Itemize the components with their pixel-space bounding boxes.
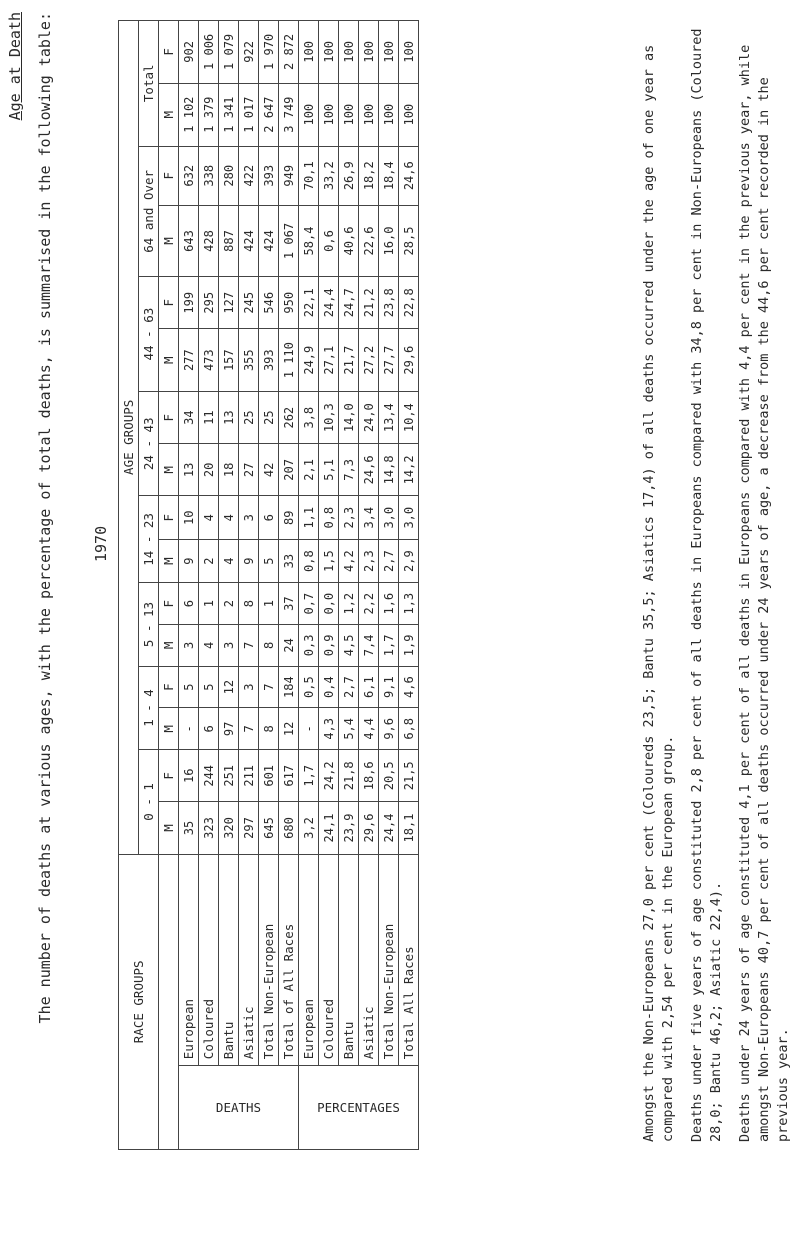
table-cell: 8 xyxy=(259,708,279,750)
table-cell: 2,3 xyxy=(359,539,379,582)
percentages-section xyxy=(299,1066,419,1150)
table-cell: 18 xyxy=(219,444,239,496)
sex-f-header: F xyxy=(159,21,179,84)
table-cell: 7 xyxy=(239,708,259,750)
note-paragraph: Amongst the Non-Europeans 27,0 per cent (Coloureds 23,5; Bantu 35,5; Asiatics 17,4) of all deaths occurred under the age of one year as compared with 2,54 per cent in the European group. xyxy=(641,44,676,1142)
table-cell: 28,5 xyxy=(399,205,419,276)
table-cell: 24,1 xyxy=(319,802,339,854)
table-row xyxy=(339,21,359,1150)
table-cell: 24,6 xyxy=(359,444,379,496)
deaths-section-label: DEATHS xyxy=(215,1100,262,1116)
table-cell: 4,5 xyxy=(339,625,359,667)
table-cell: 22,1 xyxy=(299,277,319,329)
table-cell: 473 xyxy=(199,329,219,392)
table-cell: 37 xyxy=(279,583,299,625)
table-cell: 643 xyxy=(179,205,199,276)
table-cell: 1 110 xyxy=(279,329,299,392)
table-cell: - xyxy=(179,708,199,750)
table-cell: 9 xyxy=(239,539,259,582)
table-cell: 35 xyxy=(179,802,199,854)
table-cell: 5 xyxy=(199,666,219,708)
table-row xyxy=(199,21,219,1150)
table-cell: 1,6 xyxy=(379,583,399,625)
table-cell: 13 xyxy=(179,444,199,496)
table-cell: 0,0 xyxy=(319,583,339,625)
table-row xyxy=(319,21,339,1150)
table-cell: 3 749 xyxy=(279,83,299,146)
table-cell: 546 xyxy=(259,277,279,329)
table-cell: 244 xyxy=(199,750,219,802)
table-cell: 617 xyxy=(279,750,299,802)
table-cell: 632 xyxy=(179,146,199,205)
race-label: European xyxy=(179,854,199,1066)
table-cell: 1,5 xyxy=(319,539,339,582)
table-cell: 16 xyxy=(179,750,199,802)
table-cell: 18,6 xyxy=(359,750,379,802)
table-cell: 251 xyxy=(219,750,239,802)
deaths-section xyxy=(179,1066,299,1150)
table-row xyxy=(299,21,319,1150)
table-cell: 2,2 xyxy=(359,583,379,625)
table-cell: 21,2 xyxy=(359,277,379,329)
table-cell: 9,6 xyxy=(379,708,399,750)
table-cell: 21,5 xyxy=(399,750,419,802)
table-row xyxy=(239,21,259,1150)
table-cell: 422 xyxy=(239,146,259,205)
table-cell: 6 xyxy=(179,583,199,625)
table-cell: 8 xyxy=(239,583,259,625)
race-label: Coloured xyxy=(199,854,219,1066)
age-at-death-table xyxy=(118,20,419,1150)
age-group-header: 44 - 63 xyxy=(139,277,159,392)
table-cell: 22,6 xyxy=(359,205,379,276)
table-cell: 601 xyxy=(259,750,279,802)
table-cell: 1,7 xyxy=(379,625,399,667)
table-cell: 18,1 xyxy=(399,802,419,854)
table-cell: 1,1 xyxy=(299,496,319,539)
table-cell: 0,4 xyxy=(319,666,339,708)
table-cell: 949 xyxy=(279,146,299,205)
table-cell: 0,7 xyxy=(299,583,319,625)
age-group-header: 0 - 1 xyxy=(139,750,159,854)
sex-f-header: F xyxy=(159,392,179,444)
table-cell: 89 xyxy=(279,496,299,539)
table-cell: 645 xyxy=(259,802,279,854)
table-cell: 4 xyxy=(219,539,239,582)
table-cell: 23,8 xyxy=(379,277,399,329)
table-cell: 70,1 xyxy=(299,146,319,205)
table-cell: 0,3 xyxy=(299,625,319,667)
table-cell: 902 xyxy=(179,21,199,84)
table-cell: 680 xyxy=(279,802,299,854)
sex-m-header: M xyxy=(159,329,179,392)
race-label: Asiatic xyxy=(359,854,379,1066)
table-cell: 3 xyxy=(239,666,259,708)
race-label: Bantu xyxy=(339,854,359,1066)
table-cell: 100 xyxy=(319,21,339,84)
race-label: European xyxy=(299,854,319,1066)
sex-m-header: M xyxy=(159,205,179,276)
table-cell: 6,1 xyxy=(359,666,379,708)
table-cell: 97 xyxy=(219,708,239,750)
percentages-section-label: PERCENTAGES xyxy=(317,1100,400,1116)
table-cell: 100 xyxy=(359,83,379,146)
table-cell: 2,3 xyxy=(339,496,359,539)
table-cell: 393 xyxy=(259,146,279,205)
table-cell: 6,8 xyxy=(399,708,419,750)
table-cell: 2 647 xyxy=(259,83,279,146)
table-cell: 1,9 xyxy=(399,625,419,667)
table-cell: 127 xyxy=(219,277,239,329)
table-cell: 21,8 xyxy=(339,750,359,802)
table-cell: 24,2 xyxy=(319,750,339,802)
table-cell: 12 xyxy=(219,666,239,708)
table-row xyxy=(359,21,379,1150)
table-cell: 6 xyxy=(199,708,219,750)
table-cell: 950 xyxy=(279,277,299,329)
table-row xyxy=(279,21,299,1150)
table-cell: 3 xyxy=(239,496,259,539)
table-cell: 100 xyxy=(299,83,319,146)
table-cell: 1 341 xyxy=(219,83,239,146)
table-cell: 7,4 xyxy=(359,625,379,667)
table-cell: 100 xyxy=(399,21,419,84)
table-cell: 297 xyxy=(239,802,259,854)
table-cell: 27,2 xyxy=(359,329,379,392)
table-cell: 100 xyxy=(379,83,399,146)
table-cell: 8 xyxy=(259,625,279,667)
table-cell: 40,6 xyxy=(339,205,359,276)
section-heading xyxy=(6,12,24,120)
heading-text: Age at Death xyxy=(6,12,24,121)
table-cell: 2,7 xyxy=(339,666,359,708)
table-cell: 20 xyxy=(199,444,219,496)
sex-f-header: F xyxy=(159,277,179,329)
table-cell: 29,6 xyxy=(359,802,379,854)
table-cell: - xyxy=(299,708,319,750)
table-cell: 2,7 xyxy=(379,539,399,582)
table-cell: 100 xyxy=(379,21,399,84)
age-groups-header: AGE GROUPS xyxy=(119,21,139,855)
table-cell: 10,4 xyxy=(399,392,419,444)
table-cell: 27,1 xyxy=(319,329,339,392)
table-cell: 24 xyxy=(279,625,299,667)
table-cell: 24,9 xyxy=(299,329,319,392)
table-cell: 199 xyxy=(179,277,199,329)
table-row xyxy=(259,21,279,1150)
table-cell: 26,9 xyxy=(339,146,359,205)
table-cell: 29,6 xyxy=(399,329,419,392)
sex-f-header: F xyxy=(159,750,179,802)
race-label: Total All Races xyxy=(399,854,419,1066)
table-cell: 100 xyxy=(339,21,359,84)
table-cell: 1,7 xyxy=(299,750,319,802)
table-cell: 14,8 xyxy=(379,444,399,496)
table-cell: 1 379 xyxy=(199,83,219,146)
table-cell: 245 xyxy=(239,277,259,329)
table-cell: 12 xyxy=(279,708,299,750)
table-cell: 184 xyxy=(279,666,299,708)
table-cell: 428 xyxy=(199,205,219,276)
table-cell: 10 xyxy=(179,496,199,539)
table-cell: 355 xyxy=(239,329,259,392)
table-body xyxy=(179,21,419,1150)
sex-m-header: M xyxy=(159,802,179,854)
race-label: Total Non-European xyxy=(379,854,399,1066)
table-cell: 6 xyxy=(259,496,279,539)
table-cell: 1,3 xyxy=(399,583,419,625)
table-cell: 24,4 xyxy=(319,277,339,329)
table-cell: 4,2 xyxy=(339,539,359,582)
table-cell: 3,2 xyxy=(299,802,319,854)
table-year: 1970 xyxy=(92,525,110,562)
table-cell: 7 xyxy=(239,625,259,667)
age-group-header: 64 and Over xyxy=(139,146,159,277)
table-cell: 323 xyxy=(199,802,219,854)
table-cell: 295 xyxy=(199,277,219,329)
table-cell: 4 xyxy=(199,625,219,667)
table-cell: 4,3 xyxy=(319,708,339,750)
race-label: Coloured xyxy=(319,854,339,1066)
table-cell: 0,9 xyxy=(319,625,339,667)
table-cell: 100 xyxy=(359,21,379,84)
race-label: Total of All Races xyxy=(279,854,299,1066)
race-label: Bantu xyxy=(219,854,239,1066)
table-cell: 100 xyxy=(299,21,319,84)
table-cell: 9 xyxy=(179,539,199,582)
table-cell: 21,7 xyxy=(339,329,359,392)
table-row xyxy=(399,21,419,1150)
table-cell: 1 079 xyxy=(219,21,239,84)
table-cell: 25 xyxy=(239,392,259,444)
table-cell: 3,8 xyxy=(299,392,319,444)
age-group-header: Total xyxy=(139,21,159,147)
table-cell: 207 xyxy=(279,444,299,496)
intro-paragraph: The number of deaths at various ages, with the percentage of total deaths, is summarised in the following table: xyxy=(36,12,54,1024)
table-cell: 1,2 xyxy=(339,583,359,625)
table-cell: 10,3 xyxy=(319,392,339,444)
race-label: Asiatic xyxy=(239,854,259,1066)
table-cell: 7 xyxy=(259,666,279,708)
table-cell: 11 xyxy=(199,392,219,444)
table-cell: 1 067 xyxy=(279,205,299,276)
table-cell: 1 xyxy=(259,583,279,625)
sex-m-header: M xyxy=(159,708,179,750)
table-cell: 9,1 xyxy=(379,666,399,708)
table-cell: 24,0 xyxy=(359,392,379,444)
table-cell: 887 xyxy=(219,205,239,276)
table-cell: 27 xyxy=(239,444,259,496)
table-cell: 42 xyxy=(259,444,279,496)
table-cell: 3,0 xyxy=(379,496,399,539)
table-cell: 4,4 xyxy=(359,708,379,750)
table-cell: 3,4 xyxy=(359,496,379,539)
table-cell: 3,0 xyxy=(399,496,419,539)
race-groups-header: RACE GROUPS xyxy=(119,854,159,1149)
table-cell: 100 xyxy=(399,83,419,146)
note-paragraph: Deaths under five years of age constituted 2,8 per cent of all deaths in Europeans compared with 34,8 per cent in Non-Europeans (Coloured 28,0; Bantu 46,2; Asiatic 22,4). xyxy=(689,28,724,1142)
table-cell: 1 006 xyxy=(199,21,219,84)
table-cell: 2 xyxy=(219,583,239,625)
table-cell: 393 xyxy=(259,329,279,392)
sex-f-header: F xyxy=(159,146,179,205)
sex-f-header: F xyxy=(159,666,179,708)
table-cell: 262 xyxy=(279,392,299,444)
table-row xyxy=(219,21,239,1150)
table-cell: 157 xyxy=(219,329,239,392)
sex-f-header: F xyxy=(159,583,179,625)
table-cell: 424 xyxy=(239,205,259,276)
table-cell: 18,2 xyxy=(359,146,379,205)
table-cell: 2,9 xyxy=(399,539,419,582)
table-cell: 25 xyxy=(259,392,279,444)
table-cell: 33 xyxy=(279,539,299,582)
table-cell: 4 xyxy=(219,496,239,539)
table-cell: 0,5 xyxy=(299,666,319,708)
race-label: Total Non-European xyxy=(259,854,279,1066)
table-row xyxy=(379,21,399,1150)
table-cell: 27,7 xyxy=(379,329,399,392)
sex-header-spacer xyxy=(159,854,179,1149)
table-cell: 4,6 xyxy=(399,666,419,708)
table-cell: 18,4 xyxy=(379,146,399,205)
table-cell: 211 xyxy=(239,750,259,802)
table-cell: 424 xyxy=(259,205,279,276)
table-cell: 320 xyxy=(219,802,239,854)
table-cell: 14,2 xyxy=(399,444,419,496)
table-cell: 24,6 xyxy=(399,146,419,205)
table-cell: 13 xyxy=(219,392,239,444)
table-cell: 280 xyxy=(219,146,239,205)
sex-f-header: F xyxy=(159,496,179,539)
table-cell: 7,3 xyxy=(339,444,359,496)
header-row-sex xyxy=(159,21,179,1150)
table-cell: 24,7 xyxy=(339,277,359,329)
notes-section xyxy=(640,12,800,1142)
age-group-header: 14 - 23 xyxy=(139,496,159,583)
table-cell: 20,5 xyxy=(379,750,399,802)
table-row xyxy=(179,21,199,1150)
note-paragraph: Deaths under 24 years of age constituted 4,1 per cent of all deaths in Europeans compared with 4,4 per cent in the previous year, while amongst Non-Europeans 40,7 per cent of all deaths occurred under 24 years of age, a decrease from the 44,6 per cent recorded in the previous year. xyxy=(737,44,791,1142)
table-cell: 5,1 xyxy=(319,444,339,496)
table-cell: 0,8 xyxy=(299,539,319,582)
table-cell: 14,0 xyxy=(339,392,359,444)
table-cell: 100 xyxy=(339,83,359,146)
table-cell: 24,4 xyxy=(379,802,399,854)
table-cell: 0,8 xyxy=(319,496,339,539)
table-cell: 338 xyxy=(199,146,219,205)
table-cell: 5,4 xyxy=(339,708,359,750)
table-cell: 5 xyxy=(179,666,199,708)
table-cell: 922 xyxy=(239,21,259,84)
table-cell: 0,6 xyxy=(319,205,339,276)
table-cell: 58,4 xyxy=(299,205,319,276)
sex-m-header: M xyxy=(159,625,179,667)
table-cell: 4 xyxy=(199,496,219,539)
table-cell: 3 xyxy=(179,625,199,667)
table-cell: 5 xyxy=(259,539,279,582)
sex-m-header: M xyxy=(159,539,179,582)
sex-m-header: M xyxy=(159,83,179,146)
table-cell: 100 xyxy=(319,83,339,146)
table-cell: 277 xyxy=(179,329,199,392)
table-cell: 13,4 xyxy=(379,392,399,444)
age-group-header: 1 - 4 xyxy=(139,666,159,749)
table-cell: 1 102 xyxy=(179,83,199,146)
age-group-header: 5 - 13 xyxy=(139,583,159,666)
table-cell: 3 xyxy=(219,625,239,667)
header-row-groups xyxy=(119,21,139,1150)
table-cell: 16,0 xyxy=(379,205,399,276)
table-cell: 1 970 xyxy=(259,21,279,84)
table-cell: 2 xyxy=(199,539,219,582)
age-group-header: 24 - 43 xyxy=(139,392,159,496)
table-cell: 2 872 xyxy=(279,21,299,84)
table-cell: 34 xyxy=(179,392,199,444)
table-cell: 33,2 xyxy=(319,146,339,205)
sex-m-header: M xyxy=(159,444,179,496)
table-cell: 23,9 xyxy=(339,802,359,854)
table-cell: 2,1 xyxy=(299,444,319,496)
table-cell: 1 xyxy=(199,583,219,625)
table-cell: 22,8 xyxy=(399,277,419,329)
table-cell: 1 017 xyxy=(239,83,259,146)
